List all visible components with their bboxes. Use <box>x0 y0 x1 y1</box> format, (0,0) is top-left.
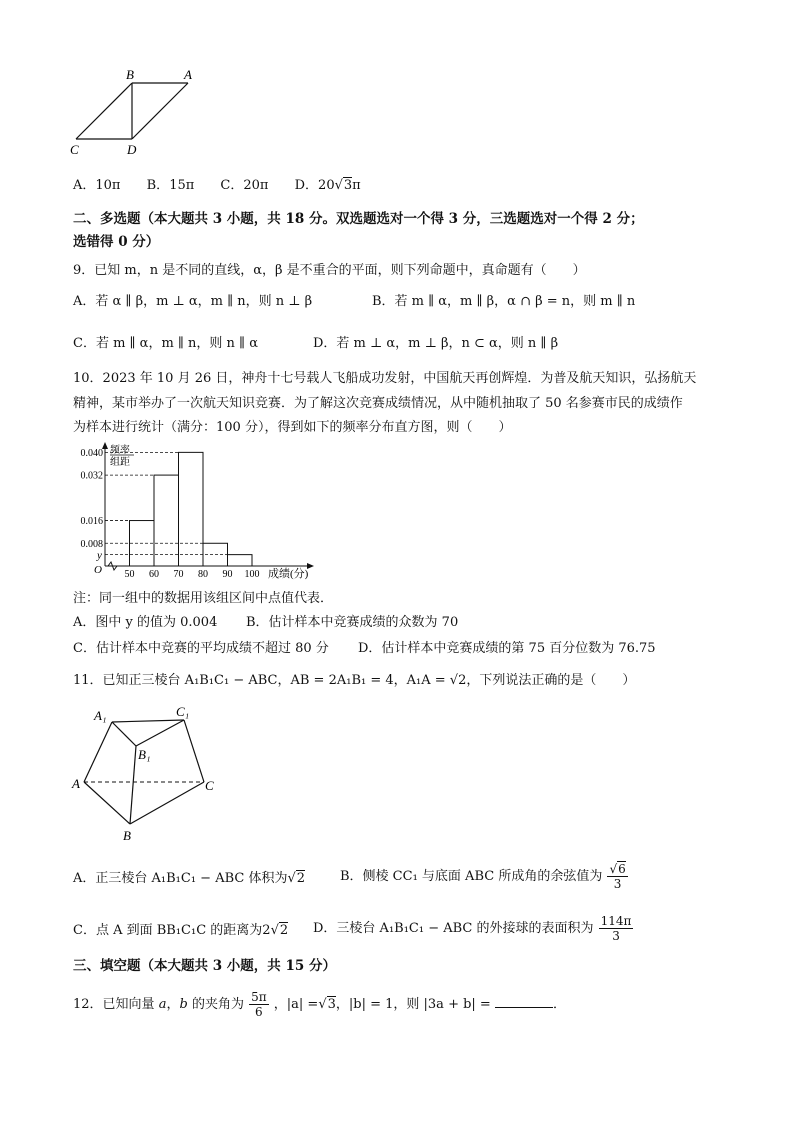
q12-stem: 12．已知向量 a，b 的夹角为 $\frac{5\pi}{6}$ ，|a| =√3，|b| = 1，则 |3a + b| = ． <box>73 990 566 1019</box>
q10-option-d: D．估计样本中竞赛成绩的第 75 百分位数为 76.75 <box>358 641 656 656</box>
edge-ad <box>132 83 188 139</box>
x-tick-60: 60 <box>149 569 159 580</box>
q8-option-d: D．20√3π <box>294 178 361 193</box>
y-axis-label-bottom: 组距 <box>110 457 130 468</box>
y-axis-label-top: 频率 <box>110 445 130 456</box>
fraction-114pi-over-3: $\frac{114\pi}{3}$ <box>600 914 632 943</box>
label-b: B <box>126 67 134 82</box>
q11-stem: 11．已知正三棱台 A₁B₁C₁ − ABC，AB = 2A₁B₁ = 4，A₁A = √2，下列说法正确的是（ ） <box>73 673 636 688</box>
y-tick-0.008: 0.008 <box>80 538 103 550</box>
vector-b: b <box>179 997 188 1012</box>
q10-stem-line2: 精神，某市举办了一次航天知识竞赛．为了解这次竞赛成绩情况，从中随机抽取了 50 名参赛市民的成绩作 <box>73 396 683 411</box>
q9-option-a: A．若 α ∥ β，m ⊥ α，m ∥ n，则 n ⊥ β <box>73 294 313 309</box>
label-d: D <box>127 142 137 157</box>
edge-a1-c1 <box>112 720 184 722</box>
answer-blank[interactable] <box>495 995 553 1008</box>
x-tick-50: 50 <box>124 569 135 580</box>
y-value-label: y <box>97 549 102 562</box>
frustum-figure <box>66 702 226 844</box>
edge-a1-b1 <box>112 722 136 746</box>
label-b: B <box>123 828 131 843</box>
q9-option-d: D．若 m ⊥ α，m ⊥ β，n ⊂ α，则 n ∥ β <box>313 336 559 351</box>
section2-heading-line2: 选错得 0 分） <box>73 234 160 250</box>
q10-option-c: C．估计样本中竞赛的平均成绩不超过 80 分 <box>73 641 329 656</box>
y-tick-0.032: 0.032 <box>80 470 103 482</box>
edge-a-a1 <box>84 722 112 782</box>
parallelogram-figure <box>66 66 206 158</box>
q11-option-a: A．正三棱台 A₁B₁C₁ − ABC 体积为√2 <box>73 871 306 886</box>
x-tick-90: 90 <box>222 569 233 580</box>
q8-option-b: B．15π <box>146 178 195 193</box>
fraction-5pi-over-6: $\frac{5\pi}{6}$ <box>251 990 267 1019</box>
label-c: C <box>205 778 214 793</box>
x-tick-labels <box>125 569 260 580</box>
y-tick-0.016: 0.016 <box>80 516 103 528</box>
q9-option-c: C．若 m ∥ α，m ∥ n，则 n ∥ α <box>73 336 258 351</box>
q11-option-c: C．点 A 到面 BB₁C₁C 的距离为2√2 <box>73 923 289 938</box>
q10-note: 注：同一组中的数据用该组区间中点值代表． <box>73 591 334 606</box>
edge-cb <box>76 83 132 139</box>
label-c1: C₁ <box>176 704 190 719</box>
section3-heading: 三、填空题（本大题共 3 小题，共 15 分） <box>73 958 336 974</box>
q10-option-b: B．估计样本中竞赛成绩的众数为 70 <box>246 615 459 630</box>
x-axis-label: 成绩(分) <box>268 568 309 580</box>
bars-group <box>130 452 253 566</box>
q9-stem: 9．已知 m，n 是不同的直线，α，β 是不重合的平面，则下列命题中，真命题有（ ） <box>73 263 586 278</box>
label-a: A <box>72 776 80 791</box>
x-tick-70: 70 <box>173 569 184 580</box>
y-tick-0.040: 0.040 <box>80 447 103 459</box>
origin-label: O <box>94 564 102 576</box>
y-tick-labels <box>81 448 104 562</box>
label-a1: A₁ <box>94 708 107 723</box>
q10-option-a: A．图中 y 的值为 0.004 <box>73 615 218 630</box>
q8-options <box>73 177 361 195</box>
q11-option-d: D．三棱台 A₁B₁C₁ − ABC 的外接球的表面积为 $\frac{114\pi}{3}$ <box>313 914 632 943</box>
q10-stem-line3: 为样本进行统计（满分：100 分），得到如下的频率分布直方图，则（ ） <box>73 420 512 435</box>
x-tick-100: 100 <box>244 569 260 580</box>
edge-a-b <box>84 782 130 824</box>
q8-option-a: A．10π <box>73 178 121 193</box>
q8-option-c: C．20π <box>220 178 269 193</box>
q9-option-b: B．若 m ∥ α，m ∥ β，α ∩ β = n，则 m ∥ n <box>372 294 636 309</box>
vector-a: a <box>158 997 167 1012</box>
x-tick-80: 80 <box>198 569 208 580</box>
edge-b-b1 <box>130 746 136 824</box>
label-c: C <box>70 142 79 157</box>
edge-b-c <box>130 782 204 824</box>
bar-70-80 <box>179 452 204 566</box>
edge-b1-c1 <box>136 720 184 746</box>
bar-60-70 <box>154 475 179 566</box>
fraction-sqrt6-over-3: $\frac{√6}{3}$ <box>609 862 626 891</box>
label-a: A <box>184 67 192 82</box>
q10-stem-line1: 10．2023 年 10 月 26 日，神舟十七号载人飞船成功发射，中国航天再创辉煌．为普及航天知识，弘扬航天 <box>73 371 697 386</box>
section2-heading-line1: 二、多选题（本大题共 3 小题，共 18 分。双选题选对一个得 3 分，三选题选对一个得 2 分； <box>73 211 644 227</box>
label-b1: B₁ <box>138 747 151 762</box>
edge-c-c1 <box>184 720 204 782</box>
q11-option-b: B．侧棱 CC₁ 与底面 ABC 所成角的余弦值为 $\frac{√6}{3}$ <box>340 862 626 891</box>
frequency-histogram <box>70 440 330 582</box>
bar-90-100 <box>228 555 253 566</box>
